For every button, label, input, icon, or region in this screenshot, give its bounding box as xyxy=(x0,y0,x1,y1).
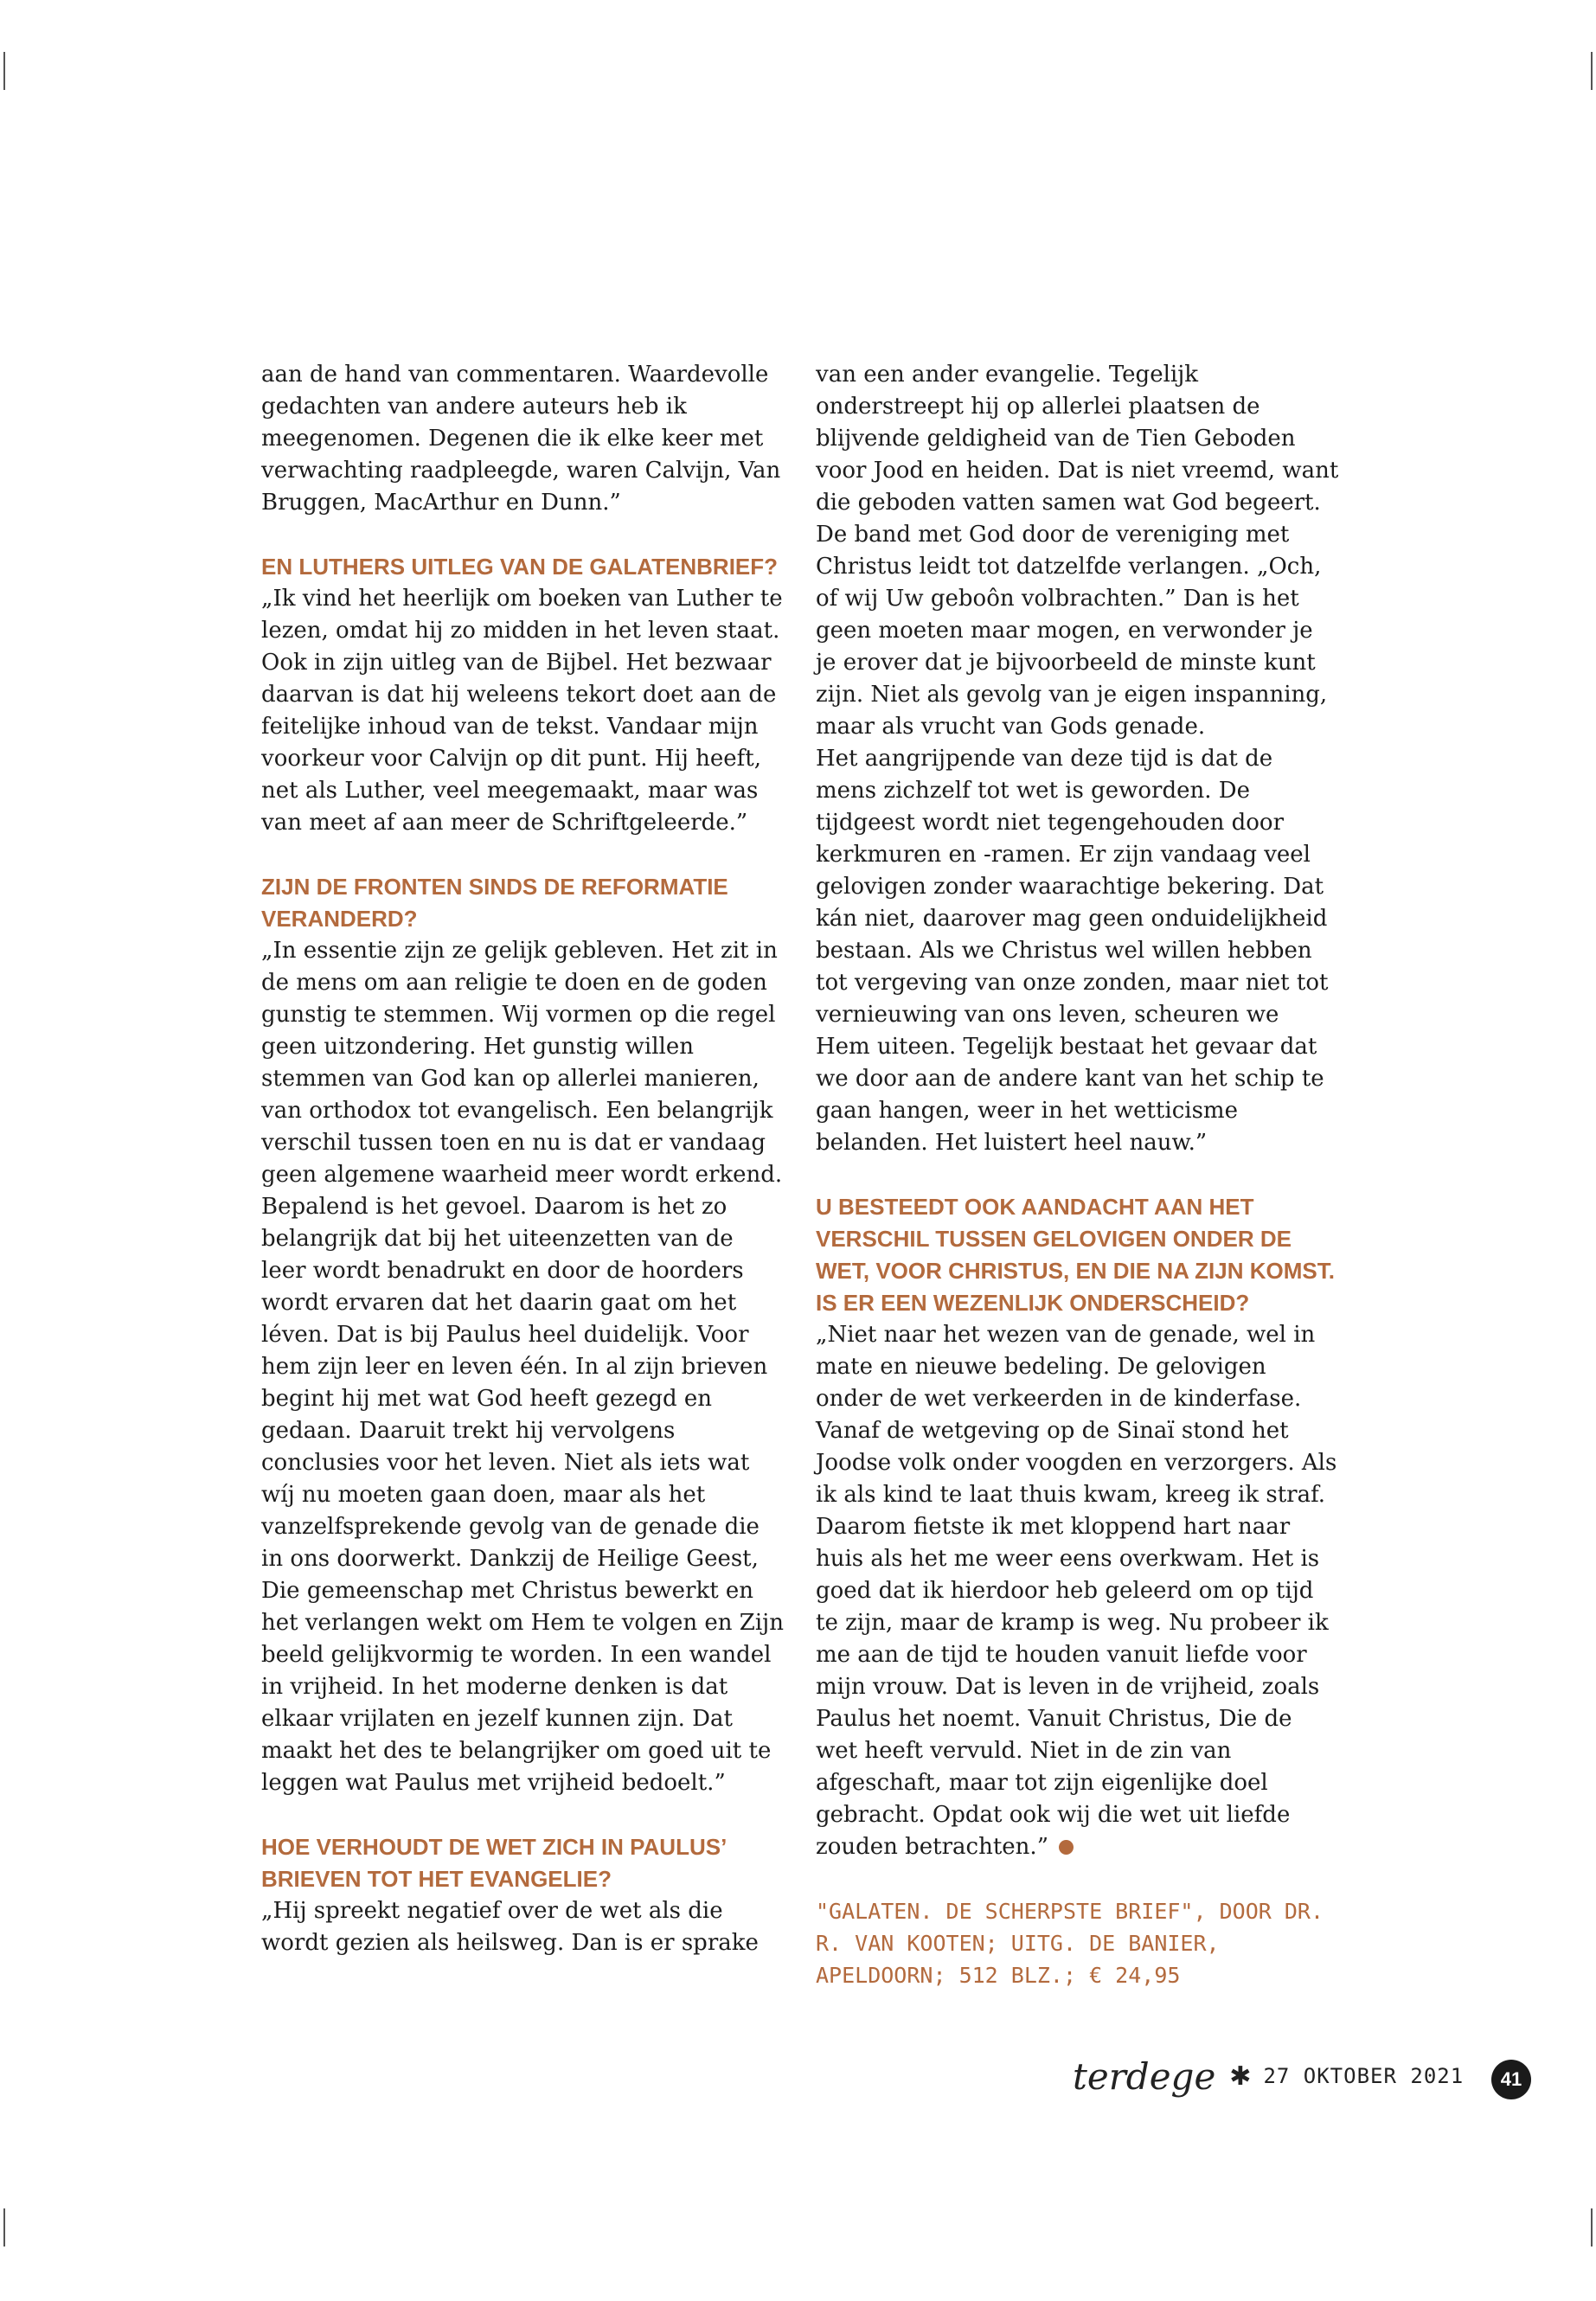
right-column xyxy=(816,359,1339,1991)
book-credit: "GALATEN. DE SCHERPSTE BRIEF", DOOR DR. R. VAN KOOTEN; UITG. DE BANIER, APELDOORN; 512 BLZ.; € 24,95 xyxy=(816,1899,1324,1988)
answer-paragraph xyxy=(816,1319,1339,1863)
magazine-logo: terdege xyxy=(1073,2054,1216,2098)
question-heading: ZIJN DE FRONTEN SINDS DE REFORMATIE VERANDERD? xyxy=(261,874,728,932)
crop-mark-bottom-left xyxy=(3,2208,5,2247)
answer-paragraph: „Hij spreekt negatief over de wet als die wordt gezien als heilsweg. Dan is er sprake xyxy=(261,1898,759,1956)
crop-mark-top-left xyxy=(3,52,5,90)
end-mark-dot-icon xyxy=(1059,1840,1074,1855)
left-column xyxy=(261,359,785,1959)
crop-mark-bottom-right xyxy=(1591,2208,1593,2247)
paragraph: aan de hand van commentaren. Waardevolle gedachten van andere auteurs heb ik meegenomen. Degenen die ik elke keer met verwachting raadpleegde, waren Calvijn, Van Bruggen, MacArthur en Dunn.” xyxy=(261,362,781,516)
page-footer xyxy=(1073,2046,1464,2106)
crop-mark-top-right xyxy=(1591,52,1593,90)
question-heading: HOE VERHOUDT DE WET ZICH IN PAULUS’ BRIEVEN TOT HET EVANGELIE? xyxy=(261,1834,726,1892)
paragraph: van een ander evangelie. Tegelijk onderstreept hij op allerlei plaatsen de blijvende geldigheid van de Tien Geboden voor Jood en heiden. Dat is niet vreemd, want die geboden vatten samen wat God begeert. De band met God door de vereniging met Christus leidt tot datzelfde verlangen. „Och, of wij Uw geboôn volbrachten.” Dan is het geen moeten maar mogen, en verwonder je je erover dat je bijvoorbeeld de minste kunt zijn. Niet als gevolg van je eigen inspanning, maar als vrucht van Gods genade. xyxy=(816,362,1339,740)
paragraph: Het aangrijpende van deze tijd is dat de mens zichzelf tot wet is geworden. De tijdgeest wordt niet tegengehouden door kerkmuren en -ramen. Er zijn vandaag veel gelovigen zonder waarachtige bekering. Dat kán niet, daarover mag geen onduidelijkheid bestaan. Als we Christus wel willen hebben tot vergeving van onze zonden, maar niet tot vernieuwing van ons leven, scheuren we Hem uiteen. Tegelijk bestaat het gevaar dat we door aan de andere kant van het schip te gaan hangen, weer in het wetticisme belanden. Het luistert heel nauw.” xyxy=(816,746,1329,1156)
question-heading: EN LUTHERS UITLEG VAN DE GALATENBRIEF? xyxy=(261,554,779,580)
page-number: 41 xyxy=(1491,2060,1531,2099)
answer-paragraph: „In essentie zijn ze gelijk gebleven. Het zit in de mens om aan religie te doen en de goden gunstig te stemmen. Wij vormen op die regel geen uitzondering. Het gunstig willen stemmen van God kan op allerlei manieren, van orthodox tot evangelisch. Een belangrijk verschil tussen toen en nu is dat er vandaag geen algemene waarheid meer wordt erkend. Bepalend is het gevoel. Daarom is het zo belangrijk dat bij het uiteenzetten van de leer wordt benadrukt en door de hoorders wordt ervaren dat het daarin gaat om het léven. Dat is bij Paulus heel duidelijk. Voor hem zijn leer en leven één. In al zijn brieven begint hij met wat God heeft gezegd en gedaan. Daaruit trekt hij vervolgens conclusies voor het leven. Niet als iets wat wíj nu moeten gaan doen, maar als het vanzelfsprekende gevolg van de genade die in ons doorwerkt. Dankzij de Heilige Geest, Die gemeenschap met Christus bewerkt en het verlangen wekt om Hem te volgen en Zijn beeld gelijkvormig te worden. In een wandel in vrijheid. In het moderne denken is dat elkaar vrijlaten en jezelf kunnen zijn. Dat maakt het des te belangrijker om goed uit te leggen wat Paulus met vrijheid bedoelt.” xyxy=(261,938,784,1796)
issue-date: 27 OKTOBER 2021 xyxy=(1263,2064,1465,2088)
asterisk-icon: ✱ xyxy=(1229,2061,1252,2092)
answer-text: „Niet naar het wezen van de genade, wel in mate en nieuwe bedeling. De gelovigen onder de wet verkeerden in de kinderfase. Vanaf de wetgeving op de Sinaï stond het Joodse volk onder voogden en verzorgers. Als ik als kind te laat thuis kwam, kreeg ik straf. Daarom fietste ik met kloppend hart naar huis als het me weer eens overkwam. Het is goed dat ik hierdoor heb geleerd om op tijd te zijn, maar de kramp is weg. Nu probeer ik me aan de tijd te houden vanuit liefde voor mijn vrouw. Dat is leven in de vrijheid, zoals Paulus het noemt. Vanuit Christus, Die de wet heeft vervuld. Niet in de zin van afgeschaft, maar tot zijn eigenlijke doel gebracht. Opdat ook wij die wet uit liefde zouden betrachten.” xyxy=(816,1322,1337,1860)
answer-paragraph: „Ik vind het heerlijk om boeken van Luther te lezen, omdat hij zo midden in het leven staat. Ook in zijn uitleg van de Bijbel. Het bezwaar daarvan is dat hij weleens tekort doet aan de feitelijke inhoud van de tekst. Vandaar mijn voorkeur voor Calvijn op dit punt. Hij heeft, net als Luther, veel meegemaakt, maar was van meet af aan meer de Schriftgeleerde.” xyxy=(261,586,783,836)
question-heading: U BESTEEDT OOK AANDACHT AAN HET VERSCHIL TUSSEN GELOVIGEN ONDER DE WET, VOOR CHRISTUS, EN DIE NA ZIJN KOMST. IS ER EEN WEZENLIJK ONDERSCHEID? xyxy=(816,1194,1335,1316)
